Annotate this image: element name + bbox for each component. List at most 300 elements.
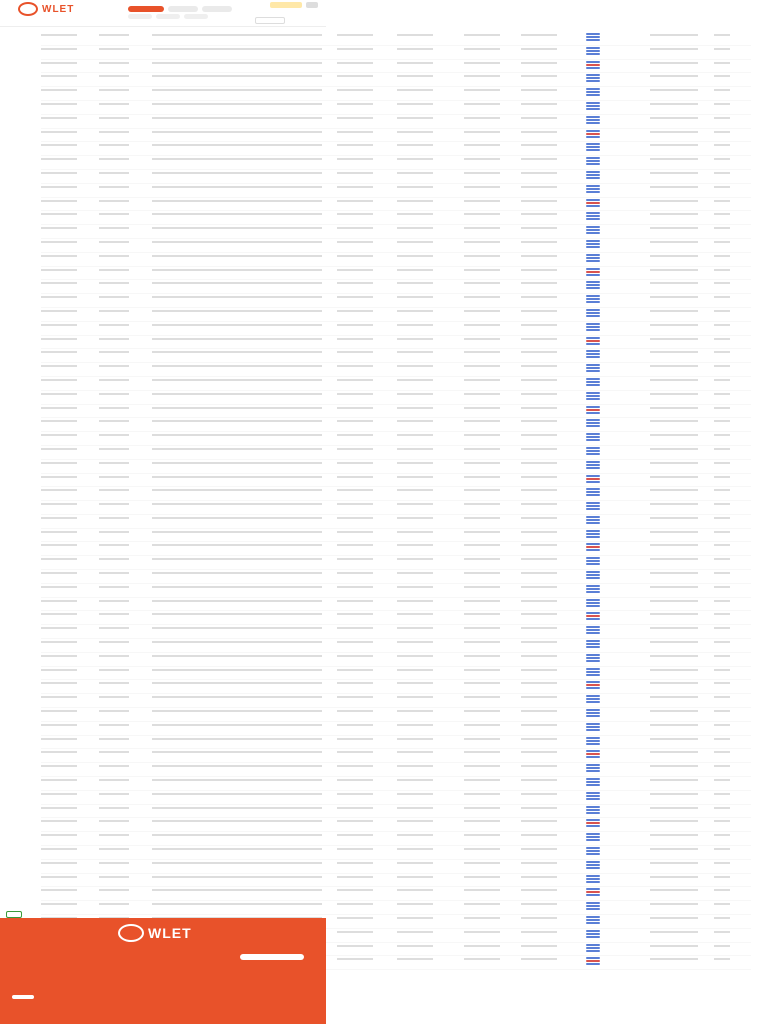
table-row[interactable] — [41, 239, 751, 253]
table-cell — [521, 708, 587, 712]
text-placeholder — [152, 420, 322, 422]
status-badge — [586, 191, 600, 193]
user-menu[interactable] — [306, 2, 318, 8]
table-cell — [521, 598, 587, 602]
table-cell — [397, 87, 464, 91]
text-placeholder — [337, 75, 373, 77]
table-row[interactable] — [41, 294, 751, 308]
text-placeholder — [650, 310, 698, 312]
table-cell — [521, 198, 587, 202]
status-badge — [586, 878, 600, 880]
status-badge — [586, 312, 600, 314]
table-cell — [337, 887, 397, 891]
table-cell — [99, 322, 151, 326]
tag-cell — [586, 915, 650, 924]
table-row[interactable] — [41, 832, 751, 846]
status-badge — [586, 488, 600, 490]
text-placeholder — [152, 213, 322, 215]
text-placeholder — [99, 682, 129, 684]
page-header — [0, 0, 326, 27]
table-row[interactable] — [41, 639, 751, 653]
tag-cell — [586, 736, 650, 745]
table-cell — [464, 625, 520, 629]
table-cell — [521, 239, 587, 243]
table-cell — [714, 474, 751, 478]
table-row[interactable] — [41, 818, 751, 832]
tag-cell — [586, 515, 650, 524]
text-placeholder — [41, 862, 77, 864]
status-badge — [586, 478, 600, 480]
table-row[interactable] — [41, 198, 751, 212]
text-placeholder — [99, 117, 129, 119]
column-header[interactable] — [41, 28, 99, 30]
table-cell — [152, 225, 337, 229]
table-cell — [41, 874, 99, 878]
table-cell — [521, 791, 587, 795]
tag-cell — [586, 322, 650, 331]
table-cell — [397, 874, 464, 878]
footer-logo[interactable] — [118, 924, 192, 942]
table-row[interactable] — [41, 446, 751, 460]
text-placeholder — [152, 724, 322, 726]
text-placeholder — [337, 379, 373, 381]
table-cell — [521, 322, 587, 326]
table-row[interactable] — [41, 611, 751, 625]
table-row[interactable] — [41, 32, 751, 46]
status-badge — [586, 591, 600, 593]
text-placeholder — [41, 75, 77, 77]
table-cell — [41, 156, 99, 160]
table-row[interactable] — [41, 474, 751, 488]
table-cell — [464, 115, 520, 119]
nav-item[interactable] — [202, 6, 232, 12]
table-cell — [714, 860, 751, 864]
table-cell — [464, 322, 520, 326]
table-cell — [99, 446, 151, 450]
table-cell — [464, 846, 520, 850]
table-cell — [464, 211, 520, 215]
table-cell — [464, 418, 520, 422]
table-cell — [99, 846, 151, 850]
text-placeholder — [521, 765, 557, 767]
status-badge — [586, 612, 600, 614]
table-row[interactable] — [41, 184, 751, 198]
status-badge — [586, 508, 600, 510]
table-row[interactable] — [41, 377, 751, 391]
table-row[interactable] — [41, 570, 751, 584]
text-placeholder — [650, 572, 698, 574]
text-placeholder — [397, 682, 433, 684]
text-placeholder — [521, 365, 557, 367]
table-cell — [337, 805, 397, 809]
status-badge — [586, 268, 600, 270]
table-row[interactable] — [41, 418, 751, 432]
text-placeholder — [41, 682, 77, 684]
table-row[interactable] — [41, 584, 751, 598]
status-badge — [586, 850, 600, 852]
column-header[interactable] — [397, 28, 464, 30]
table-row[interactable] — [41, 225, 751, 239]
status-badge — [586, 936, 600, 938]
text-placeholder — [521, 434, 557, 436]
table-cell — [152, 501, 337, 505]
tag-cell — [586, 501, 650, 510]
text-placeholder — [337, 724, 373, 726]
search-input[interactable] — [255, 17, 285, 24]
text-placeholder — [714, 158, 730, 160]
text-placeholder — [464, 310, 500, 312]
table-row[interactable] — [41, 460, 751, 474]
table-cell — [521, 474, 587, 478]
table-cell — [152, 446, 337, 450]
text-placeholder — [337, 945, 373, 947]
text-placeholder — [152, 807, 322, 809]
nav-item-active[interactable] — [128, 6, 164, 12]
text-placeholder — [521, 558, 557, 560]
table-cell — [41, 791, 99, 795]
text-placeholder — [521, 393, 557, 395]
tag-cell — [586, 818, 650, 827]
text-placeholder — [99, 255, 129, 257]
brand-logo[interactable] — [18, 2, 74, 16]
tag-cell — [586, 405, 650, 414]
status-badge — [586, 185, 600, 187]
text-placeholder — [650, 351, 698, 353]
table-cell — [99, 405, 151, 409]
text-placeholder — [521, 172, 557, 174]
table-row[interactable] — [41, 708, 751, 722]
table-row[interactable] — [41, 487, 751, 501]
status-badge — [586, 453, 600, 455]
text-placeholder — [41, 255, 77, 257]
table-cell — [714, 432, 751, 436]
text-placeholder — [714, 186, 730, 188]
table-cell — [464, 377, 520, 381]
table-row[interactable] — [41, 322, 751, 336]
column-header[interactable] — [714, 28, 751, 30]
table-cell — [41, 694, 99, 698]
status-badge — [586, 260, 600, 262]
text-placeholder — [397, 958, 433, 960]
table-row[interactable] — [41, 170, 751, 184]
text-placeholder — [337, 448, 373, 450]
column-header[interactable] — [152, 28, 337, 30]
text-placeholder — [152, 338, 322, 340]
text-placeholder — [41, 310, 77, 312]
table-cell — [714, 846, 751, 850]
table-row[interactable] — [41, 46, 751, 60]
table-cell — [650, 846, 714, 850]
text-placeholder — [464, 241, 500, 243]
nav-item[interactable] — [168, 6, 198, 12]
table-row[interactable] — [41, 115, 751, 129]
table-cell — [714, 211, 751, 215]
table-row[interactable] — [41, 763, 751, 777]
newsletter-input[interactable] — [240, 954, 304, 960]
text-placeholder — [41, 820, 77, 822]
table-cell — [397, 832, 464, 836]
status-badge — [586, 599, 600, 601]
table-cell — [714, 184, 751, 188]
table-cell — [99, 901, 151, 905]
table-cell — [714, 611, 751, 615]
text-placeholder — [337, 696, 373, 698]
text-placeholder — [152, 351, 322, 353]
table-row[interactable] — [41, 349, 751, 363]
text-placeholder — [397, 34, 433, 36]
status-badge — [586, 798, 600, 800]
text-placeholder — [397, 172, 433, 174]
table-row[interactable] — [41, 556, 751, 570]
text-placeholder — [714, 282, 730, 284]
tag-cell — [586, 777, 650, 786]
text-placeholder — [464, 186, 500, 188]
table-row[interactable] — [41, 598, 751, 612]
text-placeholder — [99, 476, 129, 478]
table-row[interactable] — [41, 391, 751, 405]
tag-cell — [586, 474, 650, 483]
table-cell — [714, 349, 751, 353]
text-placeholder — [397, 282, 433, 284]
table-cell — [650, 791, 714, 795]
table-row[interactable] — [41, 625, 751, 639]
status-badge — [586, 950, 600, 952]
status-badge — [586, 105, 600, 107]
column-header[interactable] — [99, 28, 151, 30]
table-cell — [650, 170, 714, 174]
table-cell — [650, 225, 714, 229]
text-placeholder — [521, 931, 557, 933]
table-cell — [650, 529, 714, 533]
table-row[interactable] — [41, 405, 751, 419]
table-row[interactable] — [41, 73, 751, 87]
subnav-item[interactable] — [156, 14, 180, 19]
table-row[interactable] — [41, 267, 751, 281]
table-cell — [521, 943, 587, 947]
table-cell — [152, 363, 337, 367]
table-cell — [152, 570, 337, 574]
table-cell — [521, 722, 587, 726]
status-badge — [586, 549, 600, 551]
table-cell — [337, 405, 397, 409]
text-placeholder — [714, 89, 730, 91]
table-row[interactable] — [41, 142, 751, 156]
table-cell — [464, 349, 520, 353]
table-row[interactable] — [41, 653, 751, 667]
table-row[interactable] — [41, 860, 751, 874]
table-row[interactable] — [41, 308, 751, 322]
table-row[interactable] — [41, 777, 751, 791]
text-placeholder — [714, 779, 730, 781]
text-placeholder — [337, 862, 373, 864]
table-cell — [714, 322, 751, 326]
table-cell — [152, 460, 337, 464]
text-placeholder — [650, 213, 698, 215]
table-cell — [650, 570, 714, 574]
column-header[interactable] — [586, 29, 650, 30]
status-badge — [586, 274, 600, 276]
table-cell — [152, 239, 337, 243]
subnav-item[interactable] — [184, 14, 208, 19]
table-cell — [650, 73, 714, 77]
text-placeholder — [650, 765, 698, 767]
text-placeholder — [397, 365, 433, 367]
table-row[interactable] — [41, 515, 751, 529]
table-cell — [41, 349, 99, 353]
text-placeholder — [650, 503, 698, 505]
text-placeholder — [337, 310, 373, 312]
table-row[interactable] — [41, 874, 751, 888]
column-header[interactable] — [650, 28, 714, 30]
table-cell — [521, 556, 587, 560]
text-placeholder — [99, 379, 129, 381]
column-header[interactable] — [464, 28, 520, 30]
text-placeholder — [41, 324, 77, 326]
table-row[interactable] — [41, 280, 751, 294]
text-placeholder — [650, 365, 698, 367]
table-cell — [650, 377, 714, 381]
table-row[interactable] — [41, 60, 751, 74]
text-placeholder — [650, 489, 698, 491]
table-row[interactable] — [41, 749, 751, 763]
tag-cell — [586, 874, 650, 883]
table-cell — [397, 170, 464, 174]
text-placeholder — [152, 200, 322, 202]
text-placeholder — [397, 213, 433, 215]
table-cell — [650, 142, 714, 146]
table-cell — [41, 901, 99, 905]
status-badge — [586, 812, 600, 814]
text-placeholder — [41, 517, 77, 519]
status-badge — [586, 781, 600, 783]
table-cell — [397, 294, 464, 298]
status-badge — [586, 436, 600, 438]
table-row[interactable] — [41, 722, 751, 736]
tag-cell — [586, 956, 650, 965]
status-badge — [586, 122, 600, 124]
table-row[interactable] — [41, 887, 751, 901]
text-placeholder — [152, 613, 322, 615]
status-badge — [586, 340, 600, 342]
table-cell — [521, 680, 587, 684]
table-cell — [152, 474, 337, 478]
text-placeholder — [714, 172, 730, 174]
table-row[interactable] — [41, 667, 751, 681]
status-badge — [586, 326, 600, 328]
text-placeholder — [99, 34, 129, 36]
text-placeholder — [714, 255, 730, 257]
table-cell — [41, 60, 99, 64]
table-row[interactable] — [41, 501, 751, 515]
text-placeholder — [41, 420, 77, 422]
text-placeholder — [99, 48, 129, 50]
text-placeholder — [337, 641, 373, 643]
column-header[interactable] — [521, 28, 587, 30]
text-placeholder — [41, 200, 77, 202]
status-badge — [586, 809, 600, 811]
table-cell — [650, 515, 714, 519]
text-placeholder — [397, 724, 433, 726]
text-placeholder — [41, 89, 77, 91]
text-placeholder — [521, 696, 557, 698]
text-placeholder — [41, 407, 77, 409]
status-badge — [586, 629, 600, 631]
text-placeholder — [337, 338, 373, 340]
table-row[interactable] — [41, 156, 751, 170]
table-row[interactable] — [41, 336, 751, 350]
text-placeholder — [152, 448, 322, 450]
table-row[interactable] — [41, 846, 751, 860]
table-cell — [397, 791, 464, 795]
subnav-item[interactable] — [128, 14, 152, 19]
table-cell — [397, 322, 464, 326]
table-row[interactable] — [41, 363, 751, 377]
table-row[interactable] — [41, 694, 751, 708]
table-row[interactable] — [41, 211, 751, 225]
tag-cell — [586, 460, 650, 469]
table-cell — [397, 377, 464, 381]
text-placeholder — [41, 489, 77, 491]
text-placeholder — [397, 62, 433, 64]
status-badge — [586, 67, 600, 69]
table-row[interactable] — [41, 736, 751, 750]
table-row[interactable] — [41, 805, 751, 819]
table-row[interactable] — [41, 680, 751, 694]
table-row[interactable] — [41, 542, 751, 556]
table-row[interactable] — [41, 87, 751, 101]
table-cell — [99, 391, 151, 395]
text-placeholder — [521, 351, 557, 353]
table-row[interactable] — [41, 432, 751, 446]
status-badge — [586, 571, 600, 573]
table-cell — [714, 391, 751, 395]
table-cell — [650, 722, 714, 726]
text-placeholder — [337, 544, 373, 546]
table-cell — [464, 749, 520, 753]
column-header[interactable] — [337, 28, 397, 30]
table-row[interactable] — [41, 101, 751, 115]
text-placeholder — [521, 310, 557, 312]
table-cell — [397, 943, 464, 947]
text-placeholder — [152, 765, 322, 767]
table-row[interactable] — [41, 791, 751, 805]
text-placeholder — [337, 34, 373, 36]
upgrade-button[interactable] — [270, 2, 302, 8]
table-cell — [337, 487, 397, 491]
text-placeholder — [397, 517, 433, 519]
text-placeholder — [397, 834, 433, 836]
table-cell — [41, 625, 99, 629]
table-cell — [152, 211, 337, 215]
text-placeholder — [397, 696, 433, 698]
status-badge — [586, 77, 600, 79]
table-row[interactable] — [41, 129, 751, 143]
table-cell — [152, 487, 337, 491]
table-cell — [650, 501, 714, 505]
table-cell — [337, 60, 397, 64]
text-placeholder — [650, 517, 698, 519]
footer-button[interactable] — [12, 995, 34, 999]
table-cell — [99, 598, 151, 602]
status-badge — [586, 825, 600, 827]
table-row[interactable] — [41, 253, 751, 267]
table-cell — [337, 336, 397, 340]
table-cell — [152, 708, 337, 712]
table-row[interactable] — [41, 529, 751, 543]
text-placeholder — [41, 724, 77, 726]
table-cell — [464, 763, 520, 767]
status-badge — [586, 646, 600, 648]
